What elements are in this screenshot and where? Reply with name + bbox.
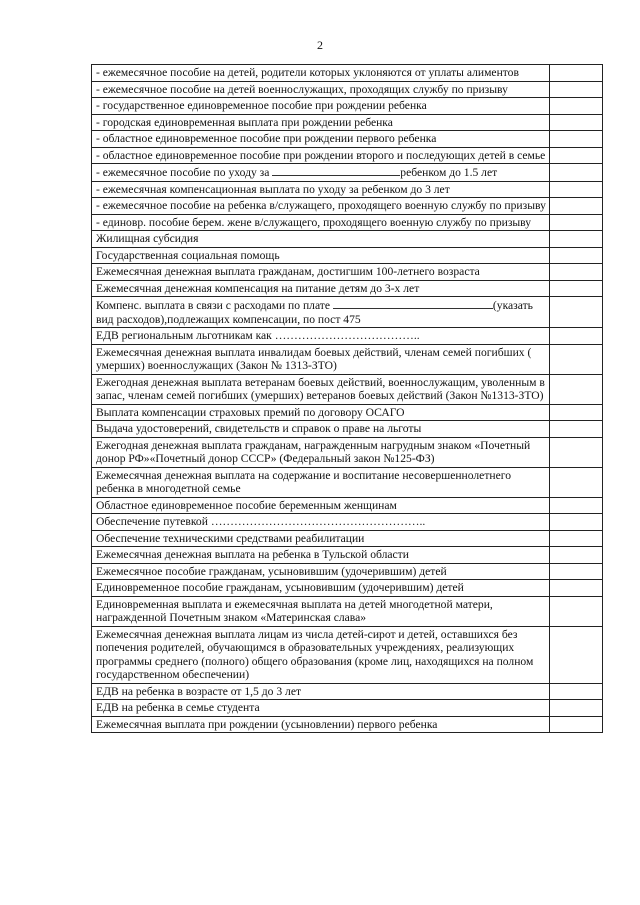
benefit-name-cell bbox=[92, 280, 550, 297]
benefit-name-cell bbox=[92, 374, 550, 404]
benefit-name: - ежемесячное пособие на ребенка в/служащего, проходящего военную службу по призыву bbox=[96, 199, 546, 212]
benefit-name-cell bbox=[92, 683, 550, 700]
table-row bbox=[92, 131, 603, 148]
mark-cell[interactable] bbox=[550, 683, 603, 700]
benefit-name-cell bbox=[92, 264, 550, 281]
benefit-name: Ежегодная денежная выплата ветеранам боевых действий, военнослужащим, уволенным в запас, членам семей погибших (умерших) ветеранов боевых действий (Закон №1313-ЗТО) bbox=[96, 375, 545, 402]
table-row bbox=[92, 683, 603, 700]
benefit-name-cell bbox=[92, 437, 550, 467]
table-row bbox=[92, 716, 603, 733]
table-row bbox=[92, 563, 603, 580]
benefit-name-continued: (указать вид расходов),подлежащих компенсации, по пост 475 bbox=[96, 299, 533, 326]
table-row bbox=[92, 114, 603, 131]
benefit-name: Единовременная выплата и ежемесячная выплата на детей многодетной матери, награжденной Почетным знаком «Материнская слава» bbox=[96, 597, 493, 624]
mark-cell[interactable] bbox=[550, 547, 603, 564]
mark-cell[interactable] bbox=[550, 164, 603, 182]
benefit-name-cell bbox=[92, 231, 550, 248]
benefit-name: Обеспечение путевкой ……………………………………………….. bbox=[96, 515, 426, 528]
table-row bbox=[92, 147, 603, 164]
mark-cell[interactable] bbox=[550, 344, 603, 374]
table-row bbox=[92, 81, 603, 98]
benefit-name: Ежемесячная денежная выплата на содержание и воспитание несовершеннолетнего ребенка в многодетной семье bbox=[96, 468, 512, 495]
benefit-name-cell bbox=[92, 328, 550, 345]
mark-cell[interactable] bbox=[550, 297, 603, 328]
table-row bbox=[92, 530, 603, 547]
table-row bbox=[92, 467, 603, 497]
mark-cell[interactable] bbox=[550, 328, 603, 345]
table-row bbox=[92, 65, 603, 82]
benefit-name: - государственное единовременное пособие при рождении ребенка bbox=[96, 99, 427, 112]
mark-cell[interactable] bbox=[550, 114, 603, 131]
benefit-name: Ежемесячная денежная выплата гражданам, достигшим 100-летнего возраста bbox=[96, 265, 480, 278]
table-row bbox=[92, 497, 603, 514]
blank-fill-line bbox=[272, 165, 400, 176]
mark-cell[interactable] bbox=[550, 65, 603, 82]
mark-cell[interactable] bbox=[550, 214, 603, 231]
benefit-name: - ежемесячное пособие на детей военнослужащих, проходящих службу по призыву bbox=[96, 82, 508, 96]
table-row bbox=[92, 514, 603, 531]
table-row bbox=[92, 374, 603, 404]
page-number: 2 bbox=[317, 38, 323, 52]
benefit-name: Выплата компенсации страховых премий по договору ОСАГО bbox=[96, 405, 405, 419]
table-row bbox=[92, 700, 603, 717]
benefit-name-cell bbox=[92, 147, 550, 164]
benefit-name: Ежемесячная денежная компенсация на питание детям до 3-х лет bbox=[96, 281, 420, 295]
benefit-name-cell bbox=[92, 181, 550, 198]
benefit-name: Ежегодная денежная выплата гражданам, награжденным нагрудным знаком «Почетный донор РФ»«Почетный донор СССР» (Федеральный закон №125-ФЗ) bbox=[96, 438, 531, 465]
benefit-name: ЕДВ на ребенка в семье студента bbox=[96, 701, 260, 714]
benefit-name: Областное единовременное пособие беременным женщинам bbox=[96, 498, 397, 512]
benefit-name-cell bbox=[92, 547, 550, 564]
mark-cell[interactable] bbox=[550, 98, 603, 115]
benefit-name: - областное единовременное пособие при рождении первого ребенка bbox=[96, 132, 437, 145]
table-row bbox=[92, 328, 603, 345]
benefit-name-cell bbox=[92, 114, 550, 131]
table-row bbox=[92, 247, 603, 264]
benefit-name: - единовр. пособие берем. жене в/служащего, проходящего военную службу по призыву bbox=[96, 215, 532, 229]
mark-cell[interactable] bbox=[550, 404, 603, 421]
mark-cell[interactable] bbox=[550, 580, 603, 597]
mark-cell[interactable] bbox=[550, 596, 603, 626]
table-row bbox=[92, 98, 603, 115]
table-row bbox=[92, 164, 603, 182]
mark-cell[interactable] bbox=[550, 700, 603, 717]
benefit-name: Ежемесячная выплата при рождении (усыновлении) первого ребенка bbox=[96, 717, 438, 731]
benefit-name-cell bbox=[92, 164, 550, 182]
mark-cell[interactable] bbox=[550, 437, 603, 467]
benefit-name: Государственная социальная помощь bbox=[96, 248, 280, 262]
table-row bbox=[92, 198, 603, 215]
table-row bbox=[92, 280, 603, 297]
benefit-name-cell bbox=[92, 530, 550, 547]
mark-cell[interactable] bbox=[550, 530, 603, 547]
benefit-name-cell bbox=[92, 626, 550, 683]
benefit-name-cell bbox=[92, 700, 550, 717]
mark-cell[interactable] bbox=[550, 280, 603, 297]
table-row bbox=[92, 297, 603, 328]
benefit-name-cell bbox=[92, 344, 550, 374]
benefit-name-cell bbox=[92, 198, 550, 215]
benefit-name-cell bbox=[92, 247, 550, 264]
mark-cell[interactable] bbox=[550, 467, 603, 497]
benefit-name-cell bbox=[92, 404, 550, 421]
mark-cell[interactable] bbox=[550, 81, 603, 98]
benefit-name-continued: ребенком до 1.5 лет bbox=[400, 166, 498, 179]
benefit-name: Ежемесячное пособие гражданам, усыновившим (удочерившим) детей bbox=[96, 564, 447, 578]
benefit-name: Ежемесячная денежная выплата лицам из числа детей-сирот и детей, оставшихся без попечения родителей, обучающимся в образовательных учреждениях, реализующих программы среднего (полного) общего образования (кроме лиц, находящихся на полном государственном обеспечении) bbox=[96, 627, 534, 681]
benefit-name-cell bbox=[92, 98, 550, 115]
mark-cell[interactable] bbox=[550, 626, 603, 683]
benefit-name: Обеспечение техническими средствами реабилитации bbox=[96, 531, 365, 545]
benefit-name: Ежемесячная денежная выплата инвалидам боевых действий, членам семей погибших ( умерших) военнослужащих (Закон № 1313-ЗТО) bbox=[96, 345, 532, 372]
benefit-name-cell bbox=[92, 421, 550, 438]
table-row bbox=[92, 437, 603, 467]
benefit-name-cell bbox=[92, 467, 550, 497]
table-row bbox=[92, 344, 603, 374]
mark-cell[interactable] bbox=[550, 716, 603, 733]
mark-cell[interactable] bbox=[550, 231, 603, 248]
benefit-name: Жилищная субсидия bbox=[96, 232, 199, 245]
mark-cell[interactable] bbox=[550, 497, 603, 514]
table-row bbox=[92, 580, 603, 597]
benefit-name: Ежемесячная денежная выплата на ребенка в Тульской области bbox=[96, 548, 409, 561]
mark-cell[interactable] bbox=[550, 198, 603, 215]
table-row bbox=[92, 181, 603, 198]
blank-fill-line bbox=[333, 298, 493, 309]
benefit-name-cell bbox=[92, 716, 550, 733]
mark-cell[interactable] bbox=[550, 147, 603, 164]
table-row bbox=[92, 404, 603, 421]
benefit-name: Выдача удостоверений, свидетельств и справок о праве на льготы bbox=[96, 422, 422, 435]
table-row bbox=[92, 421, 603, 438]
benefit-name: - ежемесячная компенсационная выплата по уходу за ребенком до 3 лет bbox=[96, 182, 450, 196]
benefits-table bbox=[91, 64, 603, 733]
mark-cell[interactable] bbox=[550, 421, 603, 438]
benefit-name-cell bbox=[92, 65, 550, 82]
benefit-name-cell bbox=[92, 580, 550, 597]
benefit-name: Компенс. выплата в связи с расходами по плате bbox=[96, 299, 333, 312]
benefit-name-cell bbox=[92, 81, 550, 98]
benefit-name: ЕДВ региональным льготникам как ……………………………….. bbox=[96, 329, 420, 342]
table-row bbox=[92, 214, 603, 231]
benefit-name-cell bbox=[92, 596, 550, 626]
table-row bbox=[92, 547, 603, 564]
benefit-name: - областное единовременное пособие при рождении второго и последующих детей в семье bbox=[96, 148, 546, 162]
benefit-name-cell bbox=[92, 297, 550, 328]
mark-cell[interactable] bbox=[550, 563, 603, 580]
benefit-name: ЕДВ на ребенка в возрасте от 1,5 до 3 лет bbox=[96, 684, 302, 698]
benefit-name-cell bbox=[92, 214, 550, 231]
benefit-name: - ежемесячное пособие на детей, родители которых уклоняются от уплаты алиментов bbox=[96, 66, 519, 79]
table-row bbox=[92, 626, 603, 683]
mark-cell[interactable] bbox=[550, 247, 603, 264]
benefit-name: - ежемесячное пособие по уходу за bbox=[96, 166, 273, 179]
table-row bbox=[92, 596, 603, 626]
mark-cell[interactable] bbox=[550, 514, 603, 531]
table-row bbox=[92, 264, 603, 281]
mark-cell[interactable] bbox=[550, 181, 603, 198]
mark-cell[interactable] bbox=[550, 374, 603, 404]
table-row bbox=[92, 231, 603, 248]
benefit-name-cell bbox=[92, 563, 550, 580]
benefit-name-cell bbox=[92, 131, 550, 148]
benefit-name-cell bbox=[92, 497, 550, 514]
benefit-name: Единовременное пособие гражданам, усыновившим (удочерившим) детей bbox=[96, 581, 464, 594]
mark-cell[interactable] bbox=[550, 264, 603, 281]
mark-cell[interactable] bbox=[550, 131, 603, 148]
benefit-name-cell bbox=[92, 514, 550, 531]
benefit-name: - городская единовременная выплата при рождении ребенка bbox=[96, 115, 393, 129]
